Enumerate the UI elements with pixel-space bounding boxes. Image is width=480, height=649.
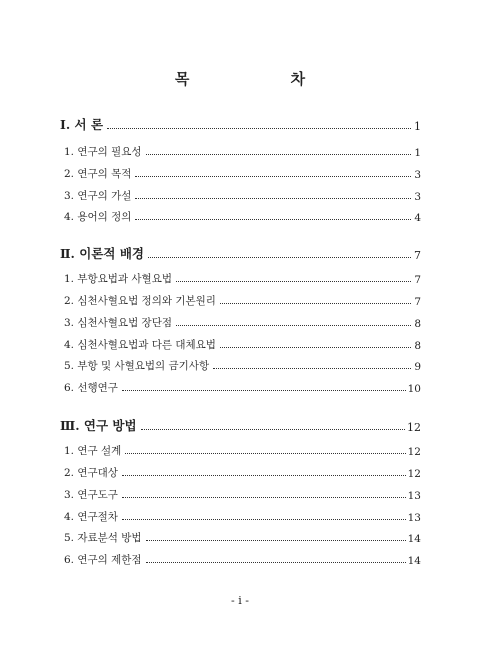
toc-page-number: 12: [407, 421, 421, 434]
dot-leader: [135, 198, 411, 199]
toc-chapter-1: [60, 117, 421, 133]
toc-page-number: 7: [414, 249, 421, 262]
dot-leader: [122, 390, 406, 391]
page-title: 목 차: [174, 70, 354, 88]
toc-page-number: 7: [414, 296, 421, 308]
toc-page-number: 14: [407, 533, 421, 545]
dot-leader: [122, 475, 406, 476]
dot-leader: [122, 519, 406, 520]
toc-item: [60, 486, 421, 502]
toc-item: [60, 442, 421, 458]
dot-leader: [122, 497, 406, 498]
toc-item-label: 1. 연구의 필요성: [64, 146, 142, 158]
dot-leader: [141, 429, 405, 430]
toc-page-number: 13: [407, 490, 421, 502]
toc-page-number: 8: [414, 318, 421, 330]
dot-leader: [125, 453, 405, 454]
toc-item-label: 5. 자료분석 방법: [64, 532, 142, 544]
toc-item: [60, 464, 421, 480]
toc-item-label: 4. 심천사혈요법과 다른 대체요법: [64, 339, 216, 351]
toc-item-label: 1. 연구 설계: [64, 445, 122, 457]
toc-chapter-label: Ⅲ. 연구 방법: [60, 418, 137, 433]
toc-chapter-3: [60, 418, 421, 434]
page-footer-number: - i -: [231, 594, 249, 607]
toc-item: [60, 314, 421, 330]
toc-item-label: 3. 심천사혈요법 장단점: [64, 317, 172, 329]
toc-item: [60, 187, 421, 203]
toc-item: [60, 208, 421, 224]
toc-page-number: 1: [414, 120, 421, 133]
toc-item: [60, 357, 421, 373]
toc-item: [60, 551, 421, 567]
toc-page-number: 13: [407, 512, 421, 524]
toc-item: [60, 508, 421, 524]
toc-page-number: 12: [407, 446, 421, 458]
toc-item: [60, 270, 421, 286]
toc-item-label: 5. 부항 및 사혈요법의 금기사항: [64, 360, 210, 372]
toc-page-number: 7: [414, 274, 421, 286]
toc-page-number: 10: [407, 383, 421, 395]
toc-page-number: 12: [407, 468, 421, 480]
toc-item-label: 3. 연구도구: [64, 489, 118, 501]
dot-leader: [146, 562, 406, 563]
toc-page-number: 3: [414, 191, 421, 203]
dot-leader: [220, 303, 411, 304]
toc-item-label: 6. 연구의 제한점: [64, 554, 142, 566]
dot-leader: [176, 325, 411, 326]
toc-page-number: 8: [414, 340, 421, 352]
toc-item: [60, 292, 421, 308]
toc-page-number: 4: [414, 212, 421, 224]
dot-leader: [146, 540, 406, 541]
toc-item-label: 4. 연구절차: [64, 511, 118, 523]
dot-leader: [146, 154, 411, 155]
toc-item: [60, 143, 421, 159]
toc-item-label: 2. 심천사혈요법 정의와 기본원리: [64, 295, 216, 307]
toc-item-label: 6. 선행연구: [64, 382, 118, 394]
dot-leader: [213, 368, 411, 369]
toc-item-label: 2. 연구대상: [64, 467, 118, 479]
toc-page-number: 3: [414, 169, 421, 181]
dot-leader: [220, 347, 411, 348]
dot-leader: [135, 219, 411, 220]
dot-leader: [107, 128, 411, 129]
dot-leader: [148, 257, 411, 258]
toc-item-label: 4. 용어의 정의: [64, 211, 132, 223]
toc-page-number: 14: [407, 555, 421, 567]
toc-page-number: 1: [414, 147, 421, 159]
toc-chapter-label: Ⅱ. 이론적 배경: [60, 246, 144, 261]
toc-item-label: 2. 연구의 목적: [64, 168, 132, 180]
toc-item-label: 1. 부항요법과 사혈요법: [64, 273, 172, 285]
toc-chapter-label: Ⅰ. 서 론: [60, 117, 104, 132]
toc-item: [60, 379, 421, 395]
dot-leader: [135, 176, 411, 177]
toc-page-number: 9: [414, 361, 421, 373]
toc-item: [60, 336, 421, 352]
toc-chapter-2: [60, 246, 421, 262]
dot-leader: [176, 281, 411, 282]
toc-item: [60, 529, 421, 545]
toc-item-label: 3. 연구의 가설: [64, 190, 132, 202]
toc-item: [60, 165, 421, 181]
